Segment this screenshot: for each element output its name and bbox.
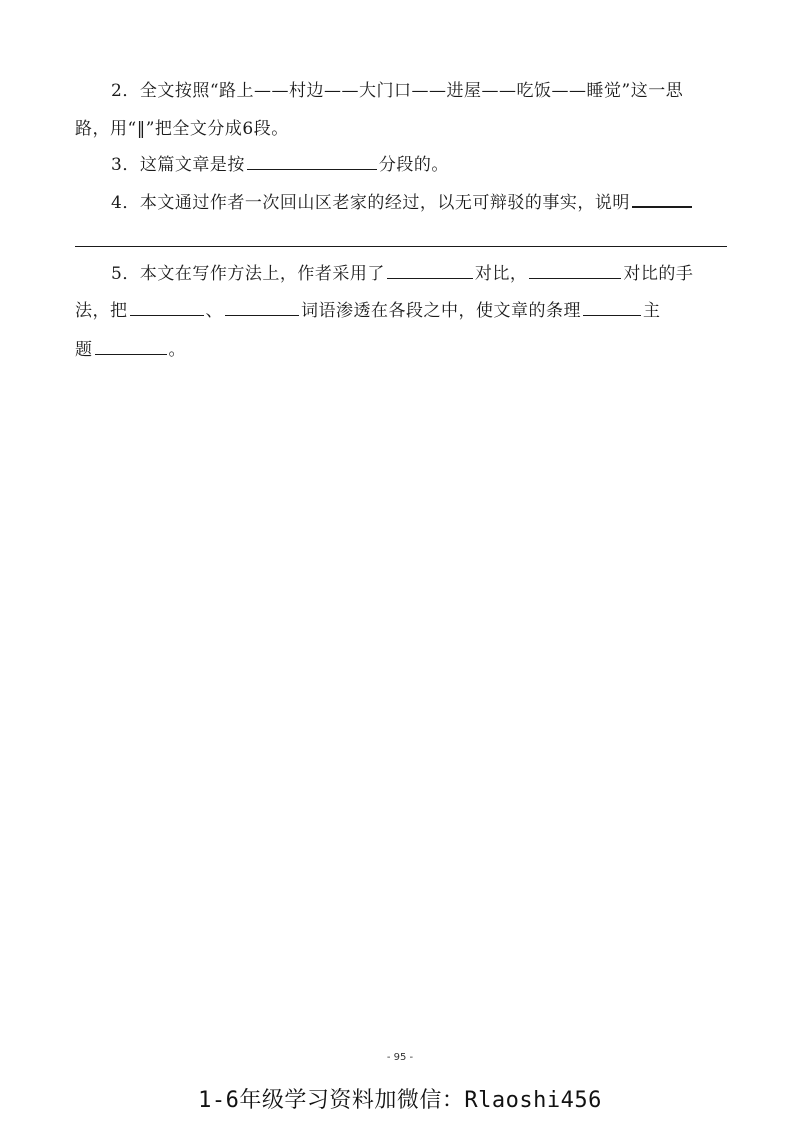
question-4 — [75, 190, 727, 215]
page-number: - 95 - — [386, 1052, 414, 1063]
footer-note: 1-6年级学习资料加微信：Rlaoshi456 — [198, 1088, 602, 1113]
question-5-line-2 — [75, 299, 727, 323]
question-5-text-b: 对比， — [474, 264, 528, 284]
question-5-text-i: 。 — [168, 340, 186, 360]
question-5-text-a: 5．本文在写作方法上，作者采用了 — [111, 264, 385, 284]
answer-blank-q5-6[interactable] — [95, 338, 167, 355]
question-5-text-h: 题 — [75, 340, 93, 360]
answer-blank-q5-1[interactable] — [387, 262, 473, 279]
question-2-line-1: 2．全文按照“路上——村边——大门口——进屋——吃饭——睡觉”这一思 — [111, 81, 684, 101]
question-5-line-1 — [75, 262, 727, 286]
answer-blank-q5-2[interactable] — [529, 262, 621, 279]
question-4-text: 4．本文通过作者一次回山区老家的经过，以无可辩驳的事实，说明 — [111, 193, 630, 213]
answer-blank-q3[interactable] — [247, 153, 377, 170]
question-3 — [75, 153, 727, 177]
question-3-text-before: 3．这篇文章是按 — [111, 155, 245, 175]
answer-blank-q5-3[interactable] — [130, 299, 204, 316]
answer-blank-q4-a[interactable] — [632, 190, 692, 208]
question-5-line-3 — [75, 338, 727, 362]
question-5-text-e: 、 — [205, 301, 223, 321]
question-3-text-after: 分段的。 — [378, 155, 449, 175]
question-5-text-g: 主 — [643, 301, 661, 321]
answer-line-q4-b[interactable] — [75, 246, 727, 247]
answer-blank-q5-4[interactable] — [225, 299, 299, 316]
question-2-line-2: 路，用“‖”把全文分成6段。 — [75, 119, 289, 139]
answer-blank-q5-5[interactable] — [583, 299, 641, 316]
question-5-text-d: 法，把 — [75, 301, 128, 321]
question-5-text-c: 对比的手 — [623, 264, 694, 284]
question-5-text-f: 词语渗透在各段之中，使文章的条理 — [301, 301, 581, 321]
